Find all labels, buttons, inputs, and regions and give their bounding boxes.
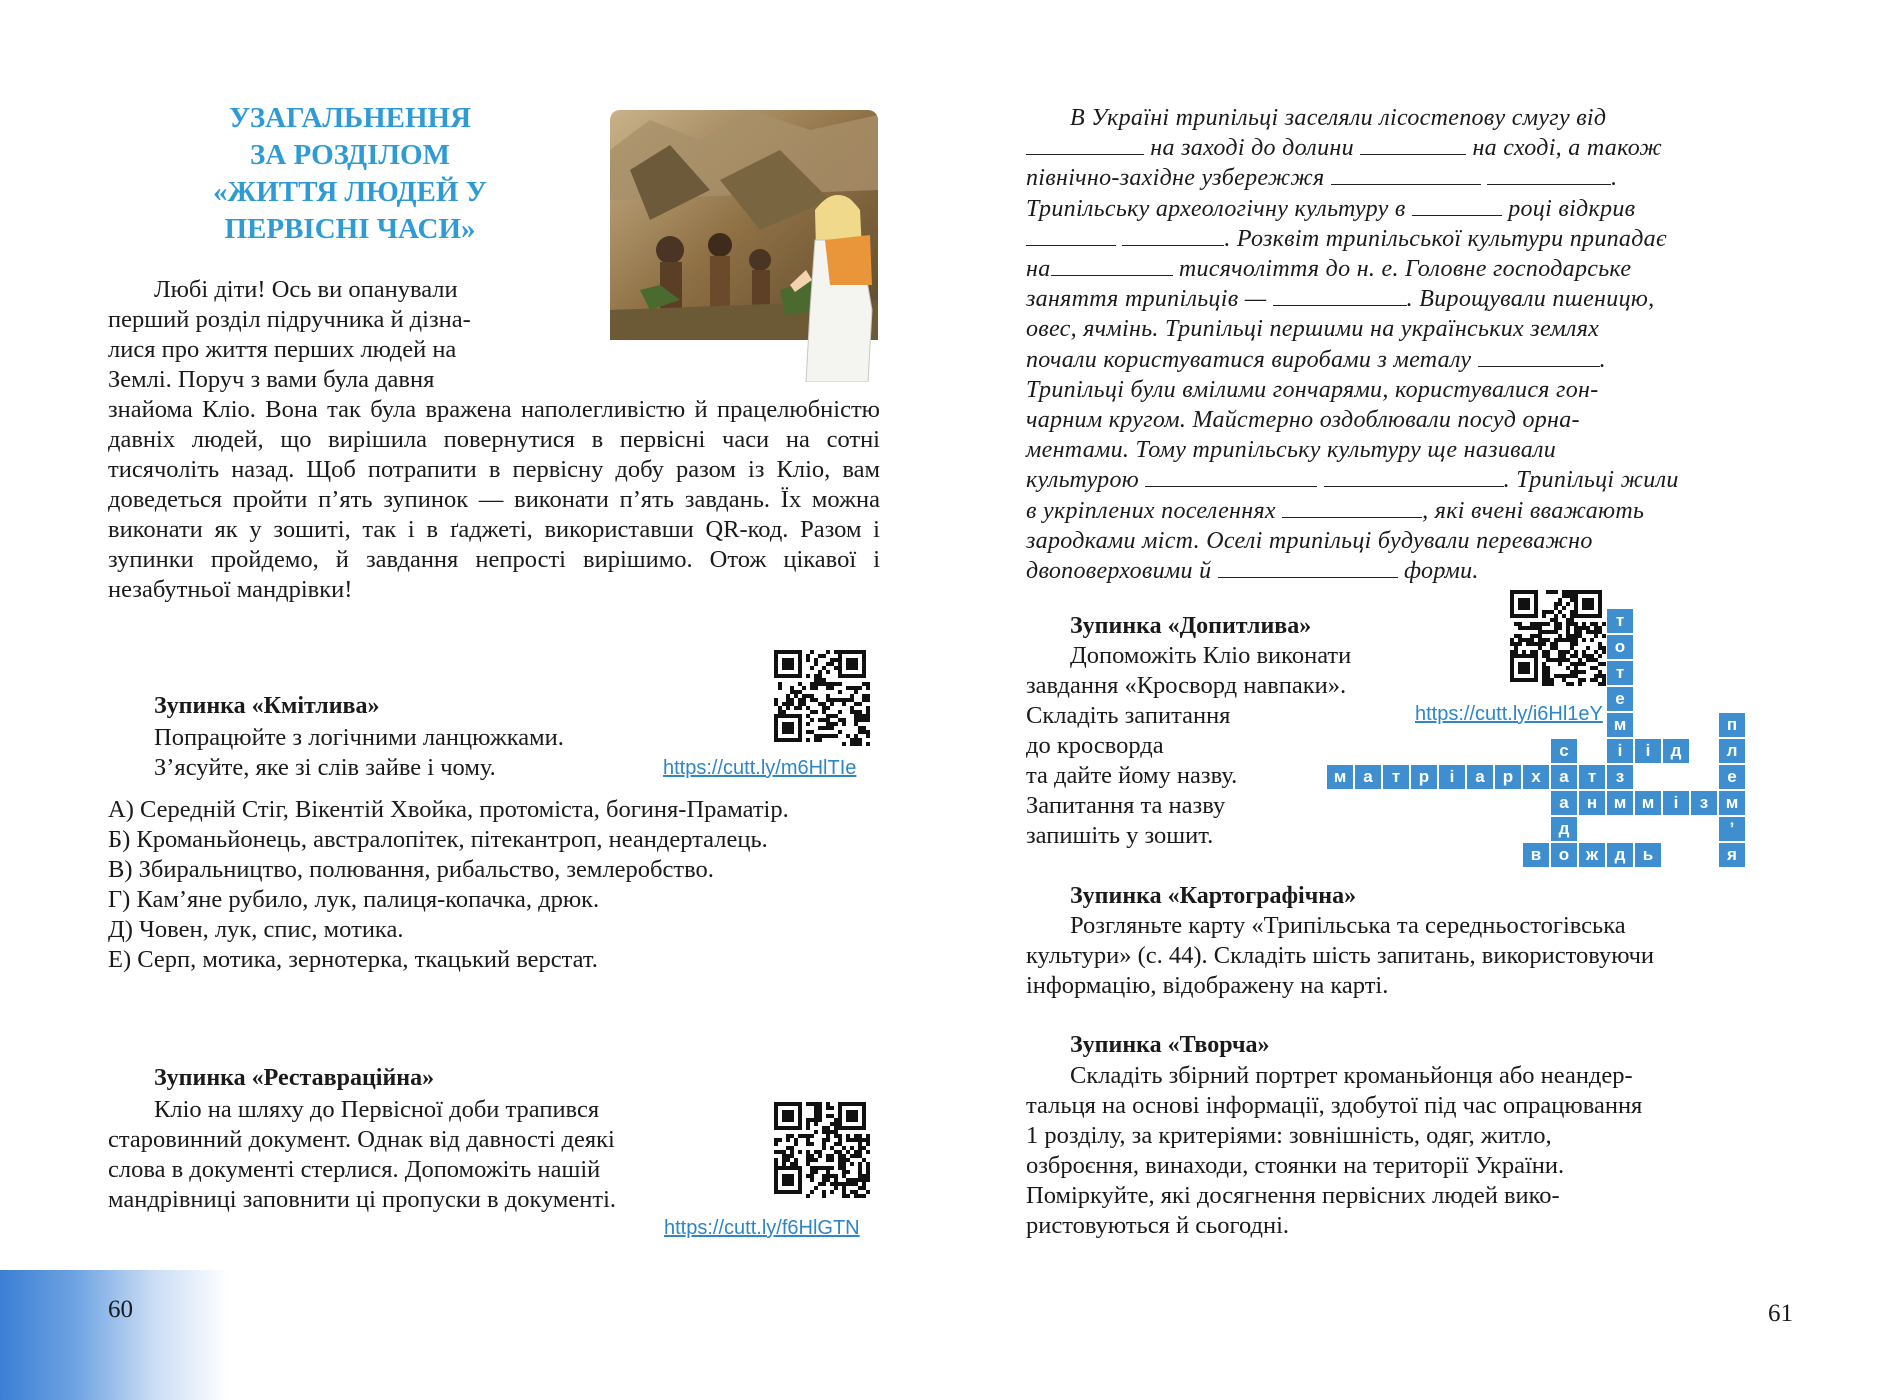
- crossword-cell: е: [1606, 686, 1634, 712]
- crossword-cell: в: [1522, 842, 1550, 868]
- blank-field: [1331, 164, 1481, 185]
- historical-document: [1026, 103, 1796, 586]
- blank-field: [1218, 557, 1398, 578]
- crossword-cell: з: [1606, 764, 1634, 790]
- document-line: овес, ячмінь. Трипільці першими на українських землях: [1026, 316, 1600, 343]
- list-item: Д) Човен, лук, спис, мотика.: [108, 916, 404, 943]
- blank-field: [1478, 346, 1600, 367]
- document-line: Трипільці були вмілими гончарями, користувалися гон-: [1026, 376, 1599, 403]
- crossword-cell: і: [1662, 790, 1690, 816]
- stop-text-tvorcha: Складіть збірний портрет кроманьйонця або неандер- тальця на основі інформації, здобутої під час опрацювання 1 розділу, за критеріями: зовнішність, одяг, житло, озброєння, винаходи, стоянки на території України. Поміркуйте, які досягнення первісних людей вико- ристовуються й сьогодні.: [1026, 1062, 1643, 1239]
- crossword-cell: з: [1690, 790, 1718, 816]
- document-line: почали користуватися виробами з металу .: [1026, 346, 1606, 373]
- document-line: заняття трипільців — . Вирощували пшеницю,: [1026, 286, 1655, 313]
- crossword-cell: п: [1718, 712, 1746, 738]
- crossword-cell: д: [1606, 842, 1634, 868]
- document-line: ментами. Тому трипільську культуру ще називали: [1026, 437, 1557, 464]
- blank-field: [1360, 134, 1466, 155]
- blank-field: [1273, 285, 1407, 306]
- link-restavratsiina[interactable]: https://cutt.ly/f6HlGTN: [664, 1217, 860, 1239]
- right-page: [952, 0, 1904, 1400]
- crossword-cell: ж: [1578, 842, 1606, 868]
- document-line: північно-західне узбережжя .: [1026, 165, 1618, 192]
- document-line: на заході до долини на сході, а також: [1026, 133, 1796, 163]
- document-line: В Україні трипільці заселяли лісостепову смугу від: [1070, 105, 1607, 131]
- stop-title-dopytlyva: Зупинка «Допитлива»: [1070, 613, 1312, 639]
- stop-title-restavratsiina: Зупинка «Реставраційна»: [154, 1065, 435, 1091]
- crossword-cell: л: [1718, 738, 1746, 764]
- document-line: зародками міст. Оселі трипільці будували переважно: [1026, 527, 1593, 554]
- document-line: чарним кругом. Майстерно оздоблювали посуд орна-: [1026, 407, 1580, 434]
- blank-field: [1412, 195, 1502, 216]
- document-line: двоповерховими й форми.: [1026, 558, 1479, 585]
- crossword-cell: а: [1550, 790, 1578, 816]
- crossword-cell: і: [1438, 764, 1466, 790]
- crossword-cell: т: [1578, 764, 1606, 790]
- list-item: А) Середній Стіг, Вікентій Хвойка, протоміста, богиня-Праматір.: [108, 796, 789, 823]
- crossword-cell: т: [1606, 608, 1634, 634]
- page-footer-band: [0, 1270, 952, 1400]
- blank-field: [1487, 164, 1611, 185]
- crossword-cell: і: [1634, 738, 1662, 764]
- blank-field: [1026, 134, 1144, 155]
- crossword-cell: і: [1606, 738, 1634, 764]
- list-item: Е) Серп, мотика, зернотерка, ткацький верстат.: [108, 946, 598, 973]
- list-item: Г) Кам’яне рубило, лук, палиця-копачка, дрюк.: [108, 886, 600, 913]
- crossword-cell: о: [1606, 634, 1634, 660]
- blank-field: [1324, 466, 1504, 487]
- list-item: Б) Кроманьйонець, австралопітек, пітекантроп, неандерталець.: [108, 826, 768, 853]
- document-line: в укріплених поселеннях , які вчені вважають: [1026, 497, 1645, 524]
- crossword-cell: х: [1522, 764, 1550, 790]
- crossword-cell: р: [1410, 764, 1438, 790]
- crossword-grid: [1326, 608, 1756, 903]
- stop-text-dopytlyva: Допоможіть Кліо виконати завдання «Кросворд навпаки». Складіть запитання до кросворда та дайте йому назву. Запитання та назву запишіть у зошит.: [1026, 642, 1352, 849]
- stop-text-line1: Попрацюйте з логічними ланцюжками.: [154, 724, 564, 751]
- intro-narrow: Любі діти! Ось ви опанували перший розділ підручника й дізна- лися про життя перших людей на Землі. Поруч з вами була давня: [108, 276, 471, 393]
- intro-wide: знайома Кліо. Вона так була вражена наполегливістю й працелюбністю давніх людей, що вирішила повернутися в первісні часи на сотні тисячоліть назад. Щоб потрапити в первісну добу разом із Кліо, вам доведеться пройти п’ять зупинок — виконати п’ять завдань. Їх можна виконати як у зошиті, так і в ґаджеті, використавши QR-код. Разом і зупинки пройдемо, й завдання непрості вирішимо. Отож цікавої і незабутньої мандрівки!: [108, 396, 880, 603]
- clio-illustration: [610, 110, 878, 382]
- crossword-cell: т: [1382, 764, 1410, 790]
- page-number: 61: [1768, 1300, 1793, 1327]
- crossword-cell: е: [1718, 764, 1746, 790]
- stop-text-kartohrafichna: Розгляньте карту «Трипільська та середньостогівська культури» (с. 44). Складіть шість запитань, використовуючи інформацію, відображену на карті.: [1026, 912, 1655, 999]
- crossword-cell: р: [1494, 764, 1522, 790]
- document-line: . Розквіт трипільської культури припадає: [1026, 224, 1796, 254]
- qr-code-restavratsiina[interactable]: [774, 1102, 870, 1198]
- link-dopytlyva[interactable]: https://cutt.ly/i6Hl1eY: [1415, 703, 1603, 725]
- blank-field: [1026, 225, 1116, 246]
- crossword-cell: м: [1606, 712, 1634, 738]
- crossword-cell: я: [1718, 842, 1746, 868]
- crossword-cell: а: [1550, 764, 1578, 790]
- document-line: культурою . Трипільці жили: [1026, 467, 1679, 494]
- crossword-cell: м: [1718, 790, 1746, 816]
- crossword-cell: м: [1634, 790, 1662, 816]
- crossword-cell: д: [1550, 816, 1578, 842]
- blank-field: [1051, 255, 1173, 276]
- page-number: 60: [108, 1296, 133, 1323]
- document-line: Трипільську археологічну культуру в році відкрив: [1026, 195, 1636, 222]
- qr-code-kmitlyva[interactable]: [774, 650, 870, 746]
- link-kmitlyva[interactable]: https://cutt.ly/m6HlTIe: [663, 757, 857, 779]
- crossword-cell: д: [1662, 738, 1690, 764]
- crossword-cell: ’: [1718, 816, 1746, 842]
- list-item: В) Збиральництво, полювання, рибальство, землеробство.: [108, 856, 714, 883]
- crossword-cell: а: [1354, 764, 1382, 790]
- stop-text-line2: З’ясуйте, яке зі слів зайве і чому.: [154, 754, 496, 781]
- crossword-cell: ь: [1634, 842, 1662, 868]
- blank-field: [1145, 466, 1317, 487]
- crossword-cell: с: [1550, 738, 1578, 764]
- document-line: на тисячоліття до н. е. Головне господарське: [1026, 256, 1632, 283]
- blank-field: [1122, 225, 1224, 246]
- stop-title-tvorcha: Зупинка «Творча»: [1070, 1032, 1270, 1058]
- crossword-cell: м: [1326, 764, 1354, 790]
- crossword-cell: н: [1578, 790, 1606, 816]
- crossword-cell: м: [1606, 790, 1634, 816]
- stop-text-restavratsiina: Кліо на шляху до Первісної доби трапився старовинний документ. Однак від давності деякі слова в документі стерлися. Допоможіть нашій мандрівниці заповнити ці пропуски в документі.: [108, 1096, 617, 1213]
- crossword-cell: т: [1606, 660, 1634, 686]
- stop-title-kmitlyva: Зупинка «Кмітлива»: [154, 693, 380, 719]
- blank-field: [1282, 497, 1422, 518]
- section-title: УЗАГАЛЬНЕННЯ ЗА РОЗДІЛОМ «ЖИТТЯ ЛЮДЕЙ У ПЕРВІСНІ ЧАСИ»: [213, 102, 487, 245]
- crossword-cell: о: [1550, 842, 1578, 868]
- logic-chains-list: [108, 795, 880, 975]
- stop-title-kartohrafichna: Зупинка «Картографічна»: [1070, 883, 1357, 909]
- crossword-cell: а: [1466, 764, 1494, 790]
